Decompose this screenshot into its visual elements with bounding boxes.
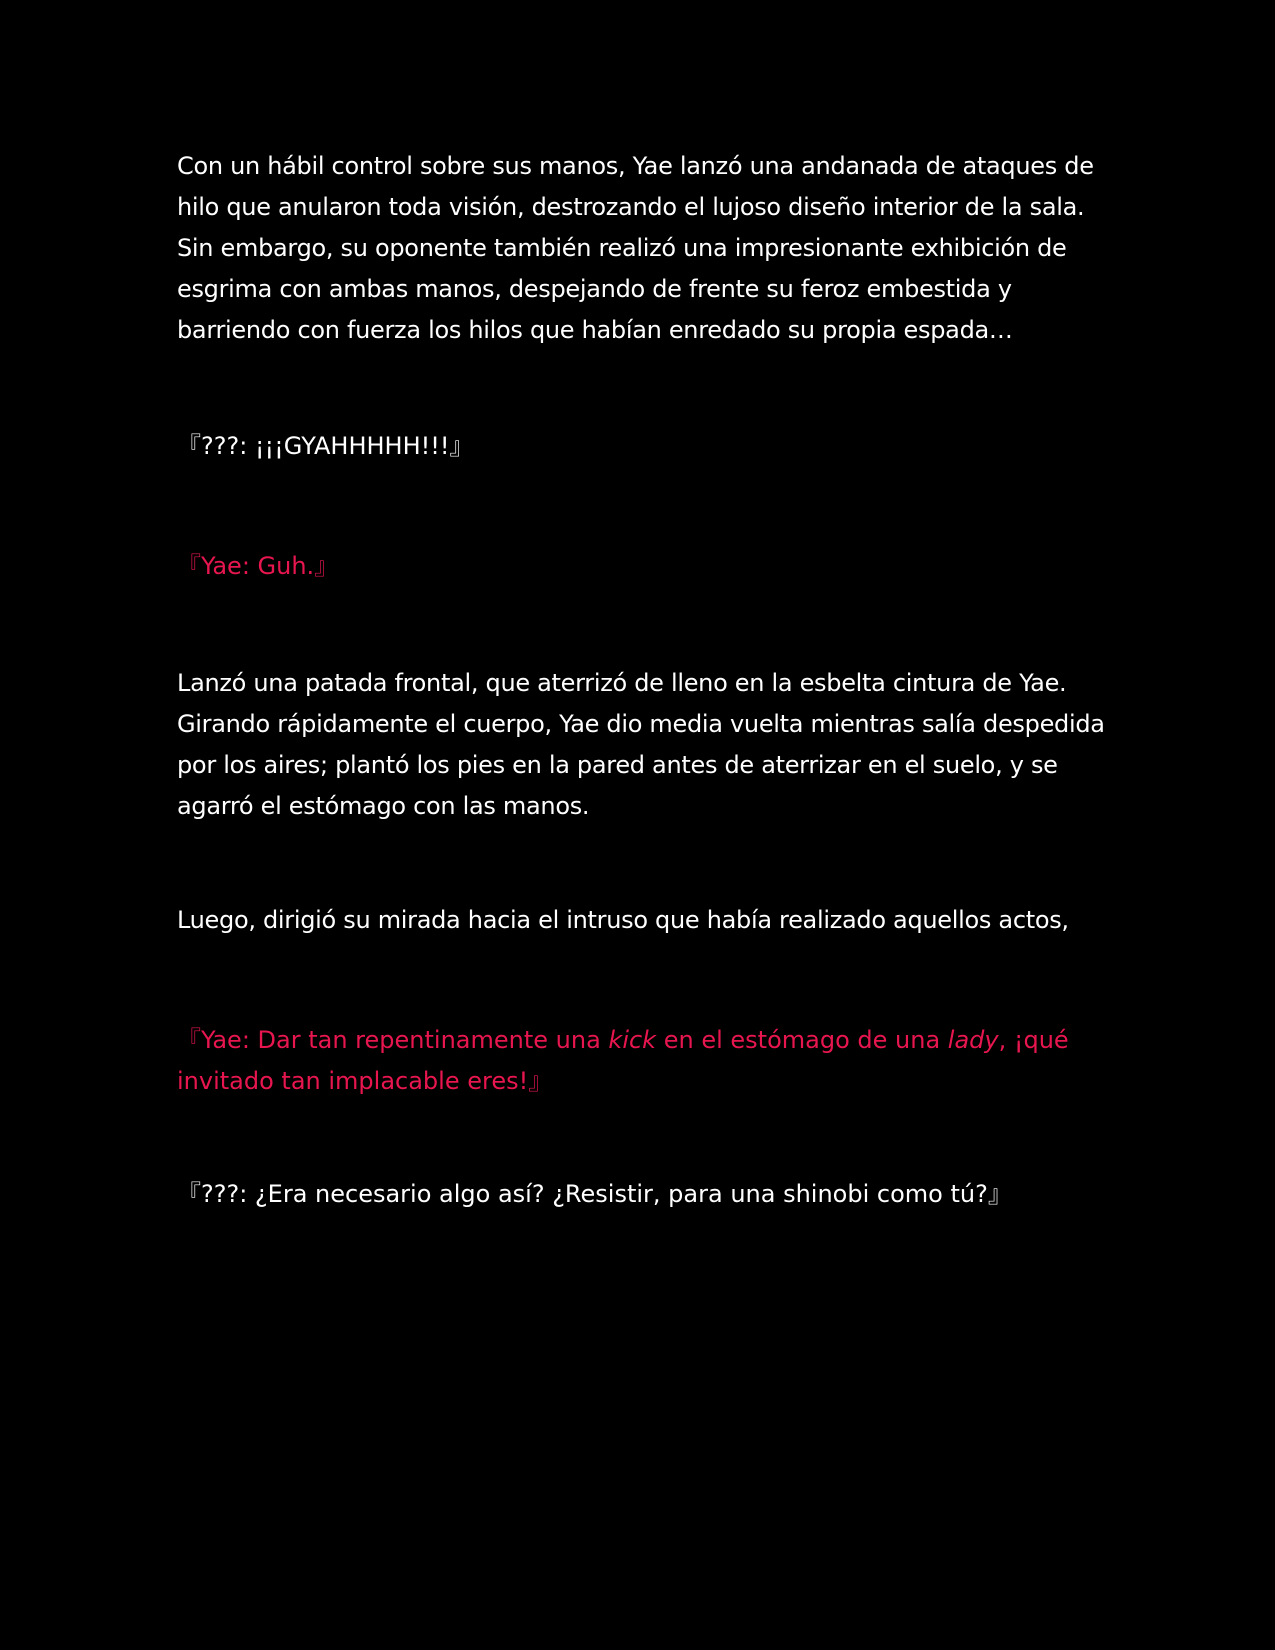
dialogue-emphasis: kick <box>608 1026 657 1054</box>
dialogue-text: , ¡qué invitado tan implacable eres!』 <box>177 1026 1069 1095</box>
dialogue-yae <box>177 1020 1107 1102</box>
dialogue-text: 『Yae: Dar tan repentinamente una <box>177 1026 609 1054</box>
dialogue-unknown: 『???: ¡¡¡GYAHHHHH!!!』 <box>177 432 474 460</box>
narration-paragraph: Lanzó una patada frontal, que aterrizó de lleno en la esbelta cintura de Yae. Girando rápidamente el cuerpo, Yae dio media vuelta mientras salía despedida por los aires; plantó los pies en la pared antes de aterrizar en el suelo, y se agarró el estómago con las manos. <box>177 669 1105 820</box>
dialogue-text: en el estómago de una <box>656 1026 948 1054</box>
dialogue-yae: 『Yae: Guh.』 <box>177 552 339 580</box>
dialogue-unknown: 『???: ¿Era necesario algo así? ¿Resistir, para una shinobi como tú?』 <box>177 1180 1012 1208</box>
narration-paragraph: Con un hábil control sobre sus manos, Yae lanzó una andanada de ataques de hilo que anularon toda visión, destrozando el lujoso diseño interior de la sala. Sin embargo, su oponente también realizó una impresionante exhibición de esgrima con ambas manos, despejando de frente su feroz embestida y barriendo con fuerza los hilos que habían enredado su propia espada… <box>177 152 1094 344</box>
dialogue-emphasis: lady <box>947 1026 999 1054</box>
document-body <box>177 146 1107 1215</box>
narration-paragraph: Luego, dirigió su mirada hacia el intruso que había realizado aquellos actos, <box>177 906 1069 934</box>
